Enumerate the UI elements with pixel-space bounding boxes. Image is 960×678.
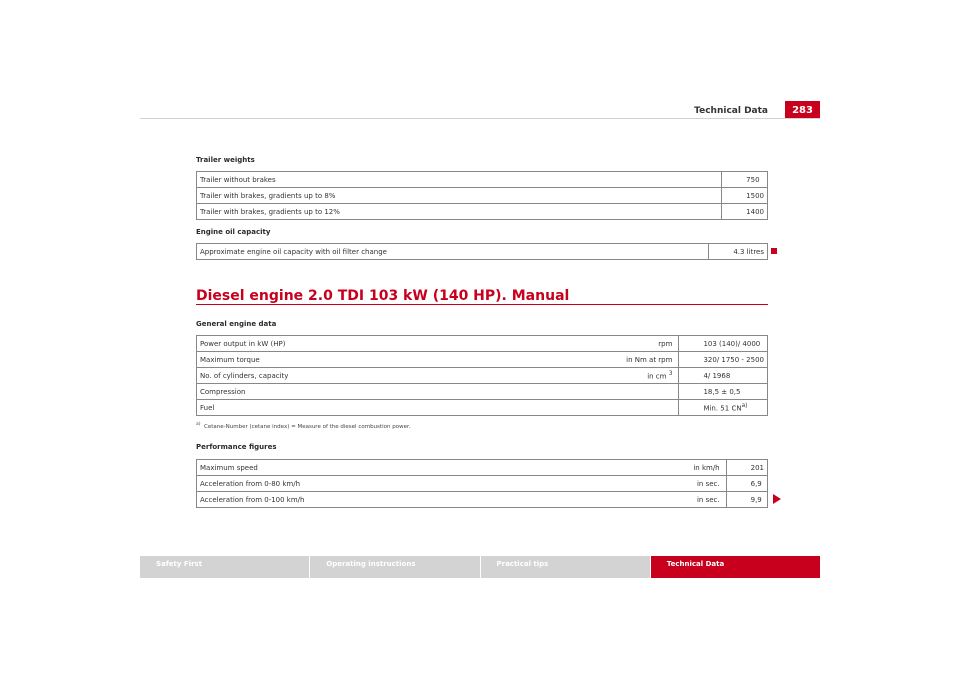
- tab-technical-data[interactable]: Technical Data: [651, 556, 820, 578]
- row-label: Power output in kW (HP): [197, 336, 434, 352]
- tab-practical-tips[interactable]: Practical tips: [481, 556, 651, 578]
- row-label: Trailer with brakes, gradients up to 8%: [197, 188, 458, 204]
- table-row: [197, 244, 768, 260]
- row-value: 201: [726, 460, 767, 476]
- footnote: [196, 422, 410, 430]
- row-value: 320/ 1750 - 2500: [679, 352, 768, 368]
- row-label: Approximate engine oil capacity with oil filter change: [197, 244, 567, 260]
- header-divider: [140, 118, 820, 119]
- row-label: Maximum speed: [197, 460, 456, 476]
- footnote-reference[interactable]: a): [741, 402, 748, 409]
- page-number-badge: 283: [785, 101, 820, 119]
- row-label: Maximum torque: [197, 352, 434, 368]
- row-label: No. of cylinders, capacity: [197, 368, 434, 384]
- row-value: 750: [722, 172, 768, 188]
- engine-oil-table: [196, 243, 768, 260]
- row-value: 4/ 1968: [679, 368, 768, 384]
- row-label: Fuel: [197, 400, 434, 416]
- row-label: Trailer with brakes, gradients up to 12%: [197, 204, 458, 220]
- engine-data-heading: General engine data: [196, 320, 277, 328]
- row-label: Acceleration from 0-80 km/h: [197, 476, 456, 492]
- row-unit: rpm: [433, 336, 679, 352]
- tab-safety-first[interactable]: Safety First: [140, 556, 310, 578]
- row-value: 9,9: [726, 492, 767, 508]
- performance-heading: Performance figures: [196, 443, 277, 451]
- next-page-arrow-icon[interactable]: [773, 494, 781, 504]
- footnote-text: Cetane-Number (cetane index) = Measure of the diesel combustion power.: [204, 423, 411, 430]
- page-header-title: Technical Data: [694, 106, 768, 116]
- table-row: [197, 368, 768, 384]
- table-row: [197, 460, 768, 476]
- table-row: [197, 188, 768, 204]
- row-value: 1500: [722, 188, 768, 204]
- table-row: [197, 492, 768, 508]
- table-row: [197, 352, 768, 368]
- row-unit: in sec.: [455, 476, 726, 492]
- row-unit: [433, 384, 679, 400]
- table-row: [197, 384, 768, 400]
- row-unit: in Nm at rpm: [433, 352, 679, 368]
- table-row: [197, 476, 768, 492]
- section-divider: [196, 304, 768, 305]
- row-unit: in cm: [647, 372, 667, 381]
- row-unit: [433, 400, 679, 416]
- row-value: 6,9: [726, 476, 767, 492]
- row-label: Trailer without brakes: [197, 172, 458, 188]
- footer-nav: [140, 556, 820, 578]
- trailer-weights-heading: Trailer weights: [196, 156, 255, 164]
- row-label: Acceleration from 0-100 km/h: [197, 492, 456, 508]
- unit-superscript: 3: [668, 370, 673, 377]
- table-row: [197, 336, 768, 352]
- section-end-marker: [771, 248, 777, 254]
- row-unit: in km/h: [455, 460, 726, 476]
- row-value: 18,5 ± 0,5: [679, 384, 768, 400]
- engine-oil-heading: Engine oil capacity: [196, 228, 271, 236]
- table-row: [197, 400, 768, 416]
- row-label: Compression: [197, 384, 434, 400]
- row-value: 1400: [722, 204, 768, 220]
- table-row: [197, 172, 768, 188]
- footnote-marker: a): [196, 422, 201, 427]
- row-value: 4.3 litres: [709, 244, 768, 260]
- row-value: 103 (140)/ 4000: [679, 336, 768, 352]
- section-title: Diesel engine 2.0 TDI 103 kW (140 HP). Manual: [196, 288, 570, 304]
- engine-data-table: [196, 335, 768, 416]
- table-row: [197, 204, 768, 220]
- performance-table: [196, 459, 768, 508]
- tab-operating-instructions[interactable]: Operating instructions: [310, 556, 480, 578]
- row-value: Min. 51 CN: [703, 404, 742, 413]
- trailer-weights-table: [196, 171, 768, 220]
- row-unit: in sec.: [455, 492, 726, 508]
